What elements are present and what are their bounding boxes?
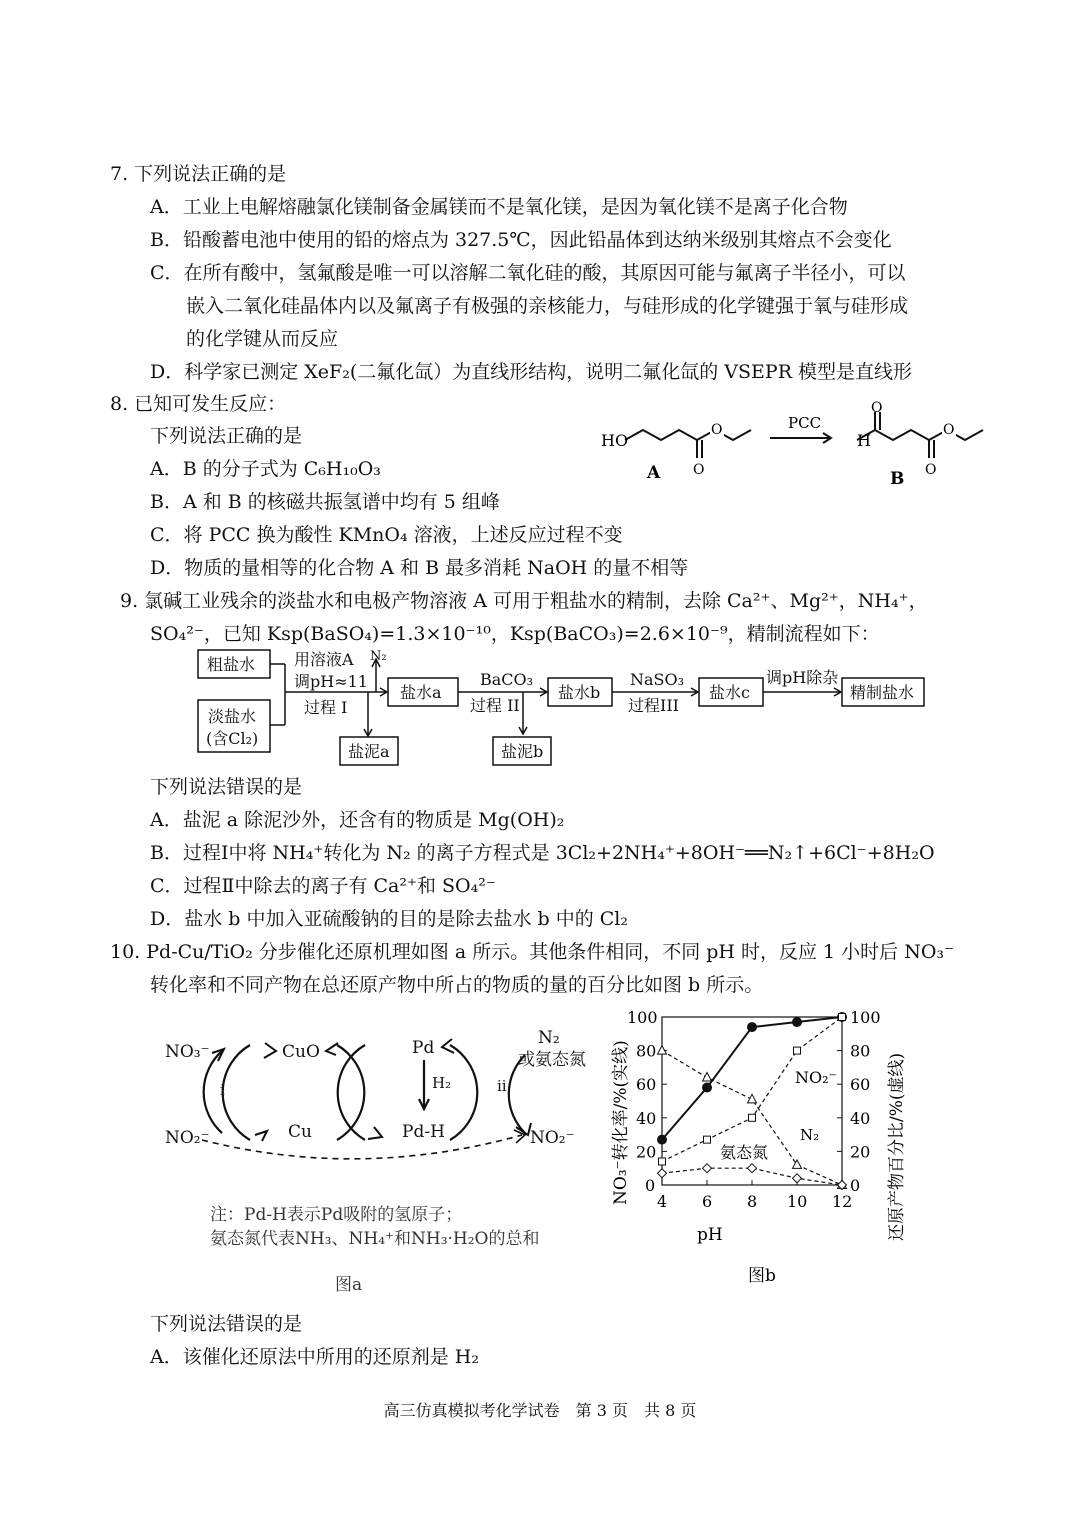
y-tick-label-right: 60 <box>850 1075 871 1095</box>
naso3-label: NaSO₃ <box>630 670 685 689</box>
baco3-label: BaCO₃ <box>480 670 534 689</box>
data-point-ammonia <box>748 1094 757 1103</box>
figa-no2-right-label: NO₂⁻ <box>530 1128 575 1148</box>
brine-a-label: 盐水a <box>400 683 442 702</box>
reagent-a-label: 用溶液A <box>294 650 354 669</box>
data-point-no2 <box>839 1014 846 1021</box>
mud-b-label: 盐泥b <box>501 742 544 761</box>
x-tick-label: 12 <box>832 1192 853 1211</box>
data-point-no2 <box>659 1158 666 1165</box>
q8-carbonyl-o-a: O <box>693 462 705 478</box>
process-3-label: 过程III <box>628 696 679 715</box>
y-tick-label-right: 0 <box>850 1176 861 1195</box>
data-point-n2 <box>658 1169 667 1178</box>
refined-brine-label: 精制盐水 <box>850 683 915 702</box>
data-point-no2 <box>749 1114 756 1121</box>
q10-stem-line2: 转化率和不同产物在总还原产物中所占的物质的量的百分比如图 b 所示。 <box>150 974 764 996</box>
q8-subprompt: 下列说法正确的是 <box>150 425 303 447</box>
figure-a-mechanism <box>150 1015 620 1300</box>
figure-b-chart <box>600 1005 930 1295</box>
q10-stem-line1: 10. Pd-Cu/TiO₂ 分步催化还原机理如图 a 所示。其他条件相同，不同 pH 时，反应 1 小时后 NO₃⁻ <box>110 941 955 963</box>
chart-caption: 图b <box>748 1266 776 1286</box>
data-point-no2 <box>794 1047 801 1054</box>
process-1-label: 过程 I <box>304 698 348 717</box>
y-tick-label-right: 40 <box>850 1108 871 1128</box>
data-point-ammonia <box>703 1072 712 1081</box>
chart-xlabel: pH <box>697 1225 723 1245</box>
q8-option-a: A．B 的分子式为 C₆H₁₀O₃ <box>150 458 381 480</box>
data-point-no2 <box>704 1136 711 1143</box>
n2-gas-label: N₂ <box>370 649 387 664</box>
q8-stem: 8. 已知可发生反应： <box>110 393 287 415</box>
q8-aldehyde-o: O <box>871 400 883 416</box>
figa-no3-label: NO₃⁻ <box>165 1042 210 1062</box>
q9-option-c: C．过程Ⅱ中除去的离子有 Ca²⁺和 SO₄²⁻ <box>150 875 496 897</box>
figa-h2-label: H₂ <box>432 1074 452 1092</box>
brine-c-label: 盐水c <box>709 683 750 702</box>
y-tick-label-left: 0 <box>645 1176 656 1195</box>
figa-no2-left-label: NO₂⁻ <box>165 1128 210 1148</box>
q8-option-b: B．A 和 B 的核磁共振氢谱中均有 5 组峰 <box>150 491 500 513</box>
light-brine-cl2-label: (含Cl₂) <box>206 729 259 748</box>
data-point-n2 <box>748 1164 757 1173</box>
q9-stem-line1: 9. 氯碱工业残余的淡盐水和电极产物溶液 A 可用于粗盐水的精制，去除 Ca²⁺、Mg²⁺，NH₄⁺， <box>120 590 928 612</box>
chart-label-ammonia: 氨态氮 <box>720 1143 769 1162</box>
y-tick-label-left: 100 <box>627 1008 658 1027</box>
y-tick-label-left: 60 <box>636 1075 657 1095</box>
data-point-conversion <box>792 1017 802 1027</box>
q9-option-a: A．盐泥 a 除泥沙外，还含有的物质是 Mg(OH)₂ <box>150 809 565 831</box>
ph-adjust-label: 调pH除杂 <box>766 668 839 687</box>
figa-pd-label: Pd <box>412 1038 435 1058</box>
q10-subprompt: 下列说法错误的是 <box>150 1313 303 1335</box>
figa-note-line1: 注：Pd-H表示Pd吸附的氢原子； <box>210 1205 463 1225</box>
figa-step-ii-label: ii <box>497 1077 507 1095</box>
q9-flowchart <box>190 645 940 770</box>
figa-caption: 图a <box>335 1275 363 1295</box>
q8-ester-o-b: O <box>943 422 955 438</box>
figa-ammonia-label: 或氨态氮 <box>518 1050 586 1070</box>
figa-n2-label: N₂ <box>538 1028 560 1048</box>
figa-note-line2: 氨态氮代表NH₃、NH₄⁺和NH₃·H₂O的总和 <box>210 1229 540 1249</box>
figa-pdh-label: Pd-H <box>402 1122 445 1142</box>
x-tick-label: 4 <box>657 1192 668 1211</box>
x-tick-label: 6 <box>702 1192 713 1211</box>
light-brine-label: 淡盐水 <box>208 707 257 726</box>
x-tick-label: 8 <box>747 1192 758 1211</box>
y-tick-label-right: 80 <box>850 1041 871 1061</box>
crude-brine-label: 粗盐水 <box>207 655 256 674</box>
q8-reaction-scheme <box>595 398 1015 493</box>
data-point-ammonia <box>658 1046 667 1055</box>
q10-option-a: A．该催化还原法中所用的还原剂是 H₂ <box>150 1346 479 1368</box>
y-tick-label-right: 100 <box>850 1008 881 1027</box>
q7-option-c-line1: C．在所有酸中，氢氟酸是唯一可以溶解二氧化硅的酸，其原因可能与氟离子半径小，可以 <box>150 262 906 284</box>
chart-label-no2: NO₂⁻ <box>795 1068 837 1087</box>
q7-stem: 7. 下列说法正确的是 <box>110 163 287 185</box>
q9-option-b: B．过程Ⅰ中将 NH₄⁺转化为 N₂ 的离子方程式是 3Cl₂+2NH₄⁺+8OH⁻══N₂↑+6Cl⁻+8H₂O <box>150 842 935 864</box>
q7-option-d: D．科学家已测定 XeF₂(二氟化氙）为直线形结构，说明二氟化氙的 VSEPR 模型是直线形 <box>150 361 913 383</box>
data-point-n2 <box>793 1174 802 1183</box>
data-point-conversion <box>657 1135 667 1145</box>
y-tick-label-left: 40 <box>636 1108 657 1128</box>
x-tick-label: 10 <box>787 1192 808 1211</box>
chart-label-n2: N₂ <box>800 1126 820 1144</box>
q7-option-a: A．工业上电解熔融氯化镁制备金属镁而不是氧化镁，是因为氧化镁不是离子化合物 <box>150 196 848 218</box>
figa-step-i-label: i <box>220 1081 225 1099</box>
q9-subprompt: 下列说法错误的是 <box>150 776 303 798</box>
q8-ho-label: HO <box>601 431 629 450</box>
figa-cu-label: Cu <box>288 1122 312 1142</box>
q8-carbonyl-o-b: O <box>925 462 937 478</box>
q8-compound-a-label: A <box>647 463 661 483</box>
data-point-conversion <box>747 1022 757 1032</box>
figa-cuo-label: CuO <box>282 1042 320 1062</box>
brine-b-label: 盐水b <box>558 683 601 702</box>
data-point-n2 <box>703 1164 712 1173</box>
process-2-label: 过程 II <box>470 696 520 715</box>
y-tick-label-left: 80 <box>636 1041 657 1061</box>
mud-a-label: 盐泥a <box>348 742 390 761</box>
q8-option-d: D．物质的量相等的化合物 A 和 B 最多消耗 NaOH 的量不相等 <box>150 557 689 579</box>
q9-option-d: D．盐水 b 中加入亚硫酸钠的目的是除去盐水 b 中的 Cl₂ <box>150 908 628 930</box>
chart-ylabel-right: 还原产物百分比/%(虚线) <box>887 1052 907 1241</box>
q8-compound-b-label: B <box>890 469 905 489</box>
q8-option-c: C．将 PCC 换为酸性 KMnO₄ 溶液，上述反应过程不变 <box>150 524 623 546</box>
page-footer: 高三仿真模拟考化学试卷 第 3 页 共 8 页 <box>383 1401 697 1420</box>
y-tick-label-right: 20 <box>850 1142 871 1162</box>
ph-11-label: 调pH≈11 <box>294 672 368 691</box>
q7-option-b: B．铅酸蓄电池中使用的铅的熔点为 327.5℃，因此铅晶体到达纳米级别其熔点不会变化 <box>150 229 892 251</box>
y-tick-label-left: 20 <box>636 1142 657 1162</box>
q8-h-label: H <box>857 431 871 450</box>
data-point-conversion <box>702 1083 712 1093</box>
q8-ester-o-a: O <box>711 422 723 438</box>
q8-pcc-label: PCC <box>788 414 822 432</box>
q7-option-c-line2: 嵌入二氧化硅晶体内以及氟离子有极强的亲核能力，与硅形成的化学键强于氧与硅形成 <box>186 295 909 317</box>
q9-stem-line2: SO₄²⁻，已知 Ksp(BaSO₄)=1.3×10⁻¹⁰，Ksp(BaCO₃)=2.6×10⁻⁹，精制流程如下： <box>150 623 880 645</box>
q7-option-c-line3: 的化学键从而反应 <box>186 328 339 350</box>
chart-ylabel-left: NO₃⁻转化率/%(实线) <box>611 1040 631 1205</box>
